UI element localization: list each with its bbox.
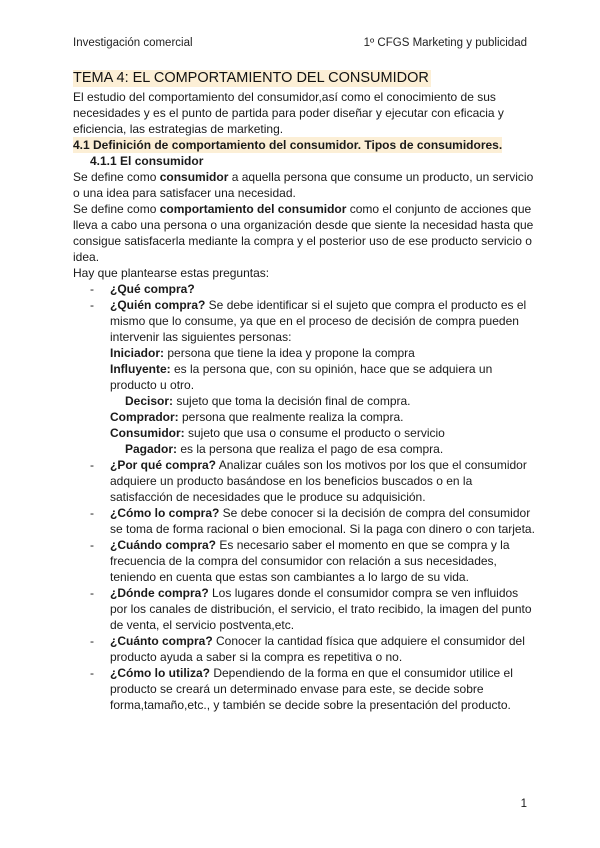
question-text: Es necesario saber el momento en que se compra y la frecuencia de la compra del consumidor con relación a sus necesidades, teniendo en cuenta que estas son cambiantes a lo largo de su vida. (110, 538, 510, 584)
questions-intro: Hay que plantearse estas preguntas: (73, 266, 270, 280)
list-item (73, 505, 535, 537)
def-term: comportamiento del consumidor (159, 202, 347, 216)
def-text: a aquella persona que consume un producto, un servicio o una idea para satisfacer una necesidad. (73, 170, 534, 200)
roles-list (110, 345, 535, 457)
role-desc: es la persona que, con su opinión, hace que se adquiera un producto u otro. (110, 362, 493, 392)
role-desc: es la persona que realiza el pago de esa compra. (177, 442, 444, 456)
question-label: ¿Qué compra? (110, 282, 195, 296)
role-name: Pagador: (125, 442, 178, 456)
list-item (73, 537, 535, 585)
role-item (110, 441, 535, 457)
role-item (110, 409, 535, 425)
question-text: Conocer la cantidad física que adquiere el consumidor del producto ayuda a saber si la compra es repetitiva o no. (110, 634, 525, 664)
question-text: Dependiendo de la forma en que el consumidor utilice el producto se creará un determinado envase para este, se decide sobre forma,tamaño,etc., y también se decide sobre la presentación del producto. (110, 666, 513, 712)
list-item (73, 457, 535, 505)
question-label: ¿Cuándo compra? (110, 538, 217, 552)
question-text: Se debe conocer si la decisión de compra del consumidor se toma de forma racional o bien emocional. Si la paga con dinero o con tarjeta. (110, 506, 535, 536)
role-name: Consumidor: (110, 426, 185, 440)
list-item (73, 633, 535, 665)
question-label: ¿Quién compra? (110, 298, 206, 312)
role-item (110, 345, 535, 361)
page-content (73, 70, 535, 713)
role-desc: persona que realmente realiza la compra. (178, 410, 404, 424)
list-item (73, 297, 535, 457)
section-heading-4-1: 4.1 Definición de comportamiento del consumidor. Tipos de consumidores. (73, 138, 503, 152)
list-item (73, 585, 535, 633)
role-desc: persona que tiene la idea y propone la compra (164, 346, 415, 360)
list-item (73, 281, 535, 297)
header-course: Investigación comercial (73, 37, 193, 49)
question-label: ¿Por qué compra? (110, 458, 217, 472)
header-level: 1º CFGS Marketing y publicidad (363, 37, 527, 49)
page-number: 1 (520, 798, 527, 810)
intro-paragraph: El estudio del comportamiento del consumidor,así como el conocimiento de sus necesidades y es el punto de partida para poder diseñar y ejecutar con eficacia y eficiencia, las estrategias de marketing. (73, 90, 504, 136)
section-heading-4-1-1: 4.1.1 El consumidor (90, 154, 204, 168)
question-text: Los lugares donde el consumidor compra se ven influidos por los canales de distribución, el servicio, el trato recibido, la imagen del punto de venta, el servicio postventa,etc. (110, 586, 532, 632)
question-label: ¿Cuánto compra? (110, 634, 213, 648)
role-item (110, 393, 535, 409)
def-text: Se define como (73, 202, 160, 216)
list-item (73, 665, 535, 713)
question-text: Se debe identificar si el sujeto que compra el producto es el mismo que lo consume, ya que en el proceso de decisión de compra pueden intervenir las siguientes personas: (110, 298, 527, 344)
role-name: Comprador: (110, 410, 179, 424)
role-item (110, 361, 535, 393)
def-text: como el conjunto de acciones que lleva a cabo una persona o una organización desde que siente la necesidad hasta que consigue satisfacerla mediante la compra y el posterior uso de ese producto servicio o idea. (73, 202, 534, 264)
question-text: Analizar cuáles son los motivos por los que el consumidor adquiere un producto basándose en los beneficios buscados o en la satisfacción de necesidades que le produce su adquisición. (110, 458, 527, 504)
definition-consumidor (73, 169, 535, 201)
role-name: Decisor: (125, 394, 174, 408)
def-term: consumidor (159, 170, 229, 184)
question-label: ¿Dónde compra? (110, 586, 209, 600)
role-name: Influyente: (110, 362, 171, 376)
questions-list (73, 281, 535, 713)
role-desc: sujeto que toma la decisión final de compra. (173, 394, 411, 408)
definition-comportamiento (73, 201, 535, 265)
role-name: Iniciador: (110, 346, 165, 360)
def-text: Se define como (73, 170, 160, 184)
role-item (110, 425, 535, 441)
question-label: ¿Cómo lo utiliza? (110, 666, 210, 680)
page-title: TEMA 4: EL COMPORTAMIENTO DEL CONSUMIDOR (73, 70, 429, 86)
role-desc: sujeto que usa o consume el producto o servicio (184, 426, 445, 440)
question-label: ¿Cómo lo compra? (110, 506, 220, 520)
